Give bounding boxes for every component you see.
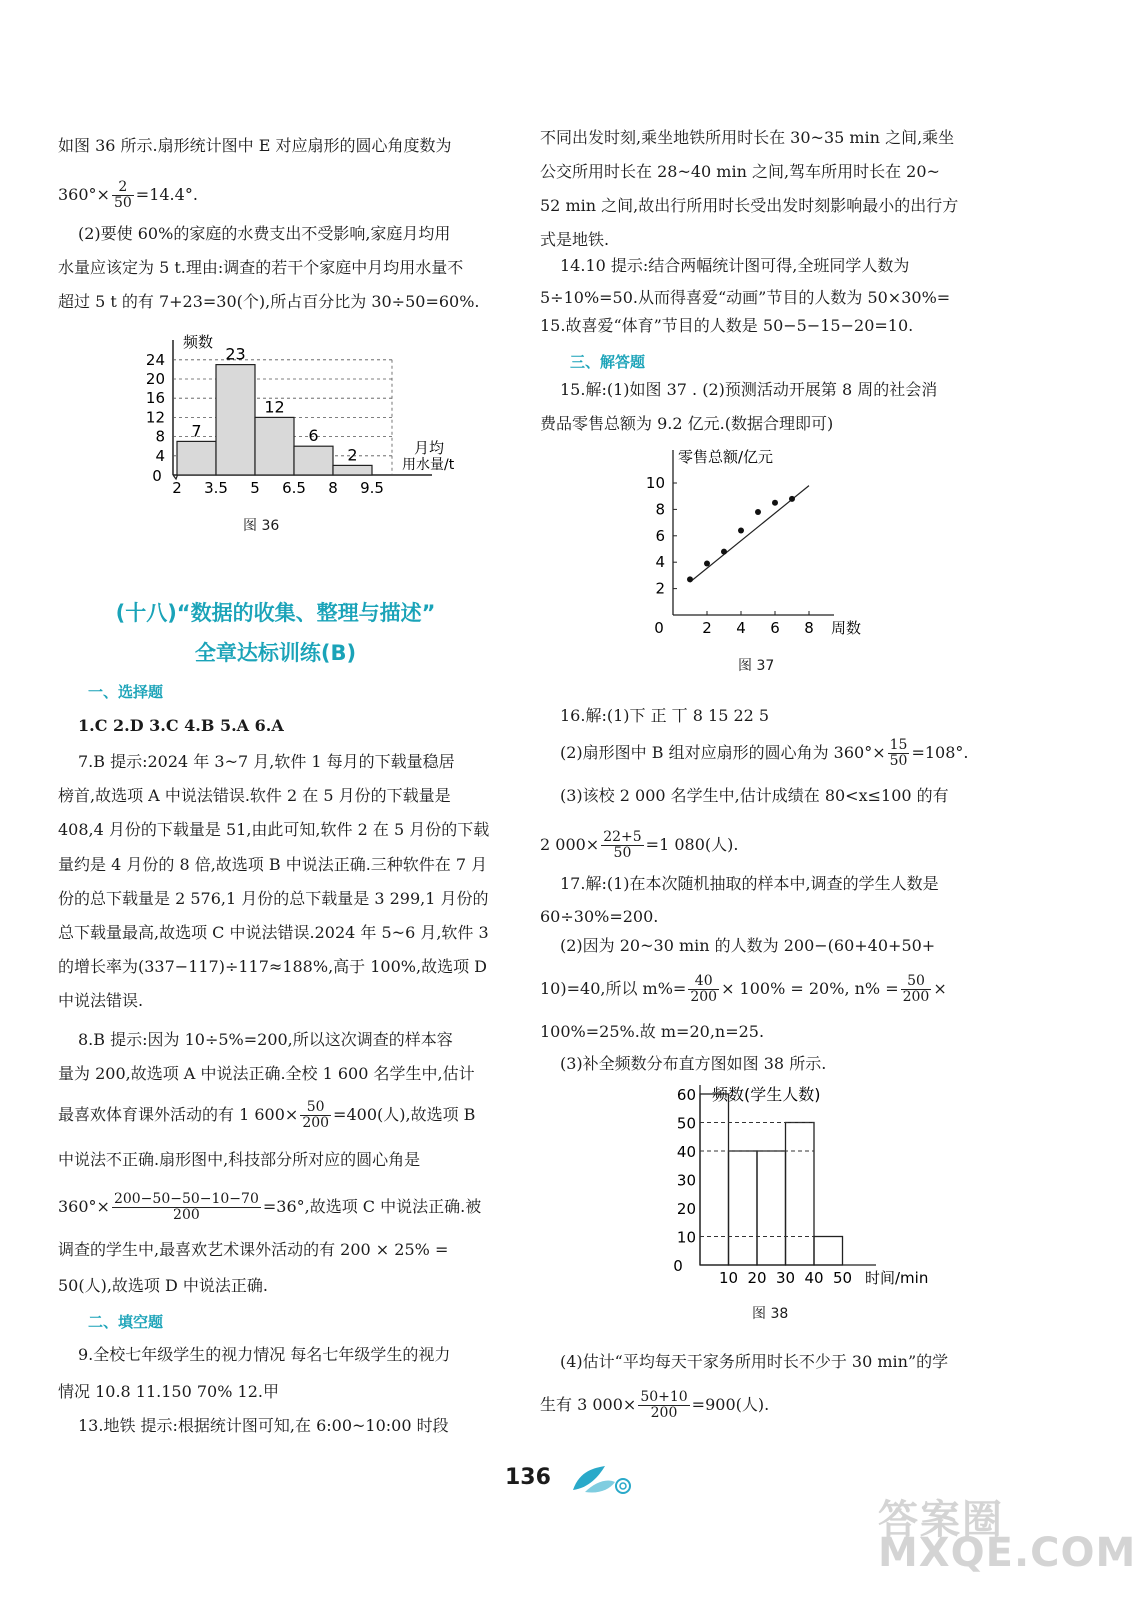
text-line: 式是地铁. — [540, 230, 610, 249]
x-axis-label: 周数 — [831, 619, 862, 637]
text-line: 13.地铁 提示:根据统计图可知,在 6:00~10:00 时段 — [78, 1416, 449, 1435]
fraction: $\frac{15}{50}$ — [889, 737, 908, 769]
histogram-bar — [700, 1094, 729, 1265]
histogram-bar — [786, 1123, 815, 1266]
x-axis-label: 时间/min — [865, 1269, 929, 1287]
text-line: 的增长率为(337−117)÷117≈188%,高于 100%,故选项 D — [58, 957, 487, 976]
text-line: (3)补全频数分布直方图如图 38 所示. — [560, 1054, 827, 1073]
y-axis-label: 频数 — [183, 333, 214, 351]
text-line: 14.10 提示:结合两幅统计图可得,全班同学人数为 — [560, 256, 910, 275]
text-line: 5÷10%=50.从而得喜爱“动画”节目的人数为 50×30%= — [540, 288, 951, 307]
text-line: (2)要使 60%的家庭的水费支出不受影响,家庭月均用 — [78, 224, 451, 243]
scatter-point — [789, 496, 795, 502]
text-line: 408,4 月份的下载量是 51,由此可知,软件 2 在 5 月份的下载 — [58, 820, 490, 839]
y-tick-label: 2 — [655, 579, 665, 598]
text-line: 公交所用时长在 28~40 min 之间,驾车所用时长在 20~ — [540, 162, 940, 181]
answer-line: 1.C 2.D 3.C 4.B 5.A 6.A — [78, 716, 284, 735]
x-axis-label: 月均 — [414, 439, 445, 457]
chapter-subtitle: 全章达标训练(B) — [194, 641, 357, 665]
text-line: 不同出发时刻,乘坐地铁所用时长在 30~35 min 之间,乘坐 — [540, 128, 955, 147]
y-tick-label: 12 — [145, 408, 165, 427]
y-axis-label: 频数(学生人数) — [712, 1085, 821, 1104]
histogram-bar — [814, 1237, 843, 1266]
scatter-point — [772, 500, 778, 506]
fraction: $\frac{50}{200}$ — [902, 973, 930, 1005]
x-tick-label: 2 — [172, 479, 182, 497]
x-tick-label: 8 — [804, 619, 814, 637]
text-line: (4)估计“平均每天干家务所用时长不少于 30 min”的学 — [560, 1352, 949, 1371]
text-line: 50(人),故选项 D 中说法正确. — [58, 1276, 269, 1295]
histogram-bar — [294, 446, 333, 475]
fraction: $\frac{40}{200}$ — [690, 973, 718, 1005]
section-heading: 一、选择题 — [88, 683, 164, 701]
y-tick-label: 8 — [655, 500, 665, 519]
histogram-bar — [177, 441, 216, 475]
histogram-bar — [255, 417, 294, 475]
x-tick-label: 50 — [832, 1269, 853, 1287]
scatter-point — [687, 576, 693, 582]
y-tick-label: 60 — [676, 1086, 696, 1104]
text-line: 15.故喜爱“体育”节目的人数是 50−5−15−20=10. — [540, 316, 914, 335]
x-tick-label: 9.5 — [360, 479, 384, 497]
formula-line: 360°× $\frac{200-50-50-10-70}{200}$ =36°,故选项 C 中说法正确.被 — [58, 1191, 482, 1223]
text-line: 17.解:(1)在本次随机抽取的样本中,调查的学生人数是 — [560, 874, 939, 893]
text-line: 中说法不正确.扇形图中,科技部分所对应的圆心角是 — [58, 1150, 421, 1169]
y-tick-label: 10 — [645, 474, 665, 492]
formula-line: 360°× $\frac{2}{50}$ =14.4°. — [58, 179, 198, 211]
section-heading: 二、填空题 — [88, 1313, 164, 1331]
y-tick-label: 16 — [145, 389, 165, 408]
formula-line: 2 000× $\frac{22+5}{50}$ =1 080(人). — [540, 829, 739, 861]
scatter-point — [738, 528, 744, 534]
text-line: 量约是 4 月份的 8 倍,故选项 B 中说法正确.三种软件在 7 月 — [58, 855, 488, 874]
y-tick-label: 40 — [676, 1143, 696, 1161]
text-line: 水量应该定为 5 t.理由:调查的若干个家庭中月均用水量不 — [58, 258, 464, 277]
x-tick-label: 40 — [804, 1269, 824, 1287]
bar-data-label: 23 — [225, 344, 246, 364]
bar-data-label: 12 — [264, 397, 285, 417]
text-line: 16.解:(1)下 正 丅 8 15 22 5 — [560, 706, 770, 725]
chapter-title: (十八)“数据的收集、整理与描述” — [115, 601, 436, 625]
histogram-figure-36 — [118, 325, 455, 510]
text-line: 15.解:(1)如图 37 . (2)预测活动开展第 8 周的社会消 — [560, 380, 938, 399]
text-line: 超过 5 t 的有 7+23=30(个),所占百分比为 30÷50=60%. — [58, 292, 480, 311]
text-line: 总下载量最高,故选项 C 中说法错误.2024 年 5~6 月,软件 3 — [58, 923, 489, 942]
fraction: $\frac{50+10}{200}$ — [640, 1389, 688, 1421]
y-tick-label: 8 — [155, 427, 165, 446]
histogram-bar — [757, 1151, 786, 1265]
bar-data-label: 2 — [347, 445, 358, 465]
bar-data-label: 6 — [308, 426, 319, 446]
scatter-point — [755, 509, 761, 515]
y-tick-label: 20 — [676, 1200, 696, 1218]
fraction: $\frac{50}{200}$ — [302, 1099, 330, 1131]
x-tick-label: 2 — [702, 619, 712, 637]
text-line: 榜首,故选项 A 中说法错误.软件 2 在 5 月份的下载量是 — [58, 786, 451, 805]
formula-line: (2)扇形图中 B 组对应扇形的圆心角为 360°× $\frac{15}{50}$ =108°. — [560, 737, 969, 769]
text-line: 情况 10.8 11.150 70% 12.甲 — [58, 1382, 279, 1401]
text-line: 如图 36 所示.扇形统计图中 E 对应扇形的圆心角度数为 — [58, 136, 452, 155]
text-line: 100%=25%.故 m=20,n=25. — [540, 1022, 765, 1041]
scatter-figure-37 — [645, 445, 888, 645]
x-tick-label: 5 — [250, 479, 260, 497]
y-tick-label: 10 — [676, 1228, 696, 1247]
x-tick-label: 30 — [775, 1269, 796, 1287]
text-line: 8.B 提示:因为 10÷5%=200,所以这次调查的样本容 — [78, 1030, 453, 1049]
origin-label: 0 — [673, 1257, 683, 1275]
leaf-logo-icon — [565, 1460, 635, 1500]
fraction: $\frac{22+5}{50}$ — [603, 829, 642, 861]
y-tick-label: 6 — [655, 526, 665, 545]
watermark-text: 答案圈 — [878, 1497, 1004, 1543]
formula-line: 10)=40,所以 m%= $\frac{40}{200}$ × 100% = 20%, n% = $\frac{50}{200}$ × — [540, 973, 947, 1005]
text-line: 份的总下载量是 2 576,1 月份的总下载量是 3 299,1 月份的 — [58, 889, 489, 908]
text-line: (2)因为 20~30 min 的人数为 200−(60+40+50+ — [560, 936, 936, 955]
text-line: 量为 200,故选项 A 中说法正确.全校 1 600 名学生中,估计 — [58, 1064, 475, 1083]
text-line: 中说法错误. — [58, 991, 144, 1010]
histogram-bar — [216, 365, 255, 475]
x-tick-label: 3.5 — [204, 479, 228, 497]
text-line: 7.B 提示:2024 年 3~7 月,软件 1 每月的下载量稳居 — [78, 752, 455, 771]
formula-line: 生有 3 000× $\frac{50+10}{200}$ =900(人). — [540, 1389, 770, 1421]
x-tick-label: 20 — [747, 1269, 767, 1287]
y-tick-label: 24 — [145, 350, 165, 369]
y-tick-label: 4 — [155, 446, 165, 465]
text-line: 调查的学生中,最喜欢艺术课外活动的有 200 × 25% = — [58, 1240, 449, 1259]
origin-label: 0 — [152, 467, 162, 485]
fraction: $\frac{2}{50}$ — [113, 179, 132, 211]
watermark-url: MXQE.COM — [878, 1530, 1136, 1576]
histogram-bar — [729, 1151, 758, 1265]
fraction: $\frac{200-50-50-10-70}{200}$ — [113, 1191, 259, 1223]
page-number: 136 — [505, 1465, 551, 1490]
text-line: 60÷30%=200. — [540, 907, 659, 926]
figure-caption: 图 36 — [243, 518, 280, 534]
y-tick-label: 30 — [676, 1171, 696, 1190]
formula-line: 最喜欢体育课外活动的有 1 600× $\frac{50}{200}$ =400(人),故选项 B — [58, 1099, 476, 1131]
x-tick-label: 8 — [328, 479, 338, 497]
text-line: 9.全校七年级学生的视力情况 每名七年级学生的视力 — [78, 1345, 451, 1364]
scatter-point — [721, 549, 727, 555]
origin-label: 0 — [654, 619, 664, 637]
y-tick-label: 20 — [145, 370, 165, 388]
y-axis-label: 零售总额/亿元 — [678, 448, 774, 466]
y-tick-label: 50 — [676, 1114, 696, 1133]
x-tick-label: 6.5 — [282, 479, 306, 497]
x-tick-label: 6 — [770, 619, 780, 637]
text-line: (3)该校 2 000 名学生中,估计成绩在 80<x≤100 的有 — [560, 786, 949, 805]
scatter-point — [704, 561, 710, 567]
figure-caption: 图 37 — [738, 658, 775, 674]
text-line: 费品零售总额为 9.2 亿元.(数据合理即可) — [540, 414, 834, 433]
x-tick-label: 10 — [718, 1269, 739, 1287]
x-tick-label: 4 — [736, 619, 746, 637]
text-line: 52 min 之间,故出行所用时长受出发时刻影响最小的出行方 — [540, 196, 959, 215]
histogram-figure-38 — [640, 1082, 929, 1287]
figure-caption: 图 38 — [752, 1306, 789, 1322]
bar-data-label: 7 — [191, 421, 202, 441]
x-axis-label: 用水量/t — [402, 457, 455, 473]
histogram-bar — [333, 465, 372, 475]
y-tick-label: 4 — [655, 553, 665, 572]
section-heading: 三、解答题 — [570, 353, 646, 371]
